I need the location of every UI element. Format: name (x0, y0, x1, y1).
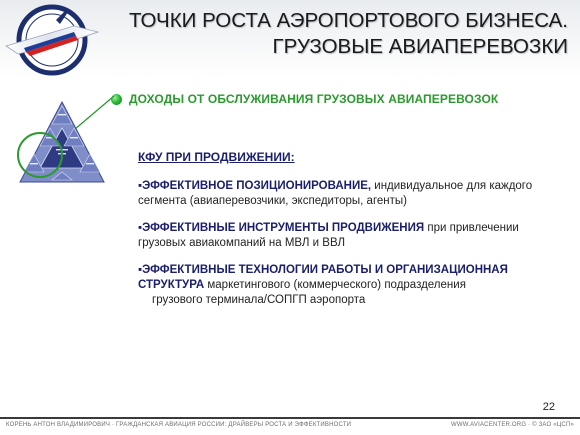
main-content (138, 150, 558, 320)
bullet-promotion-tools (138, 221, 558, 251)
footer-author: КОРЕНЬ АНТОН ВЛАДИМИРОВИЧ · ГРАЖДАНСКАЯ АВИАЦИЯ РОССИИ: ДРАЙВЕРЫ РОСТА И ЭФФЕКТИВНОСТИ (6, 422, 352, 428)
title-line-2: ГРУЗОВЫЕ АВИАПЕРЕВОЗКИ (272, 35, 568, 58)
footer-divider (0, 417, 580, 419)
page-number: 22 (542, 401, 555, 413)
bullet-positioning (138, 179, 558, 209)
page-title (129, 8, 568, 60)
bullet-heading: ▪ЭФФЕКТИВНЫЕ ТЕХНОЛОГИИ РАБОТЫ И ОРГАНИЗАЦИОННАЯ СТРУКТУРА (138, 264, 508, 291)
bullet-text: при привлечении грузовых авиакомпаний на МВЛ и ВВЛ (138, 222, 519, 249)
bullet-technologies (138, 263, 558, 308)
bullet-heading: ▪ЭФФЕКТИВНЫЕ ИНСТРУМЕНТЫ ПРОДВИЖЕНИЯ (138, 222, 425, 234)
kfu-heading: КФУ ПРИ ПРОДВИЖЕНИИ: (138, 150, 295, 164)
bullet-heading: ▪ЭФФЕКТИВНОЕ ПОЗИЦИОНИРОВАНИЕ, (138, 180, 372, 192)
bullet-text: маркетингового (коммерческого) подразделения (204, 279, 466, 291)
bullet-text: индивидуальное для каждого сегмента (авиаперевозчики, экспедиторы, агенты) (138, 180, 533, 207)
footer-website: WWW.AVIACENTER.ORG · © ЗАО «ЦСП» (451, 422, 574, 428)
bullet-text-continued: грузового терминала/СОПГП аэропорта (152, 294, 366, 306)
pyramid-diagram (0, 92, 130, 202)
organization-emblem-icon (4, 2, 100, 78)
subtitle: ДОХОДЫ ОТ ОБСЛУЖИВАНИЯ ГРУЗОВЫХ АВИАПЕРЕВОЗОК (129, 92, 499, 106)
subtitle-row (111, 90, 498, 108)
title-line-1: ТОЧКИ РОСТА АЭРОПОРТОВОГО БИЗНЕСА. (128, 9, 568, 32)
